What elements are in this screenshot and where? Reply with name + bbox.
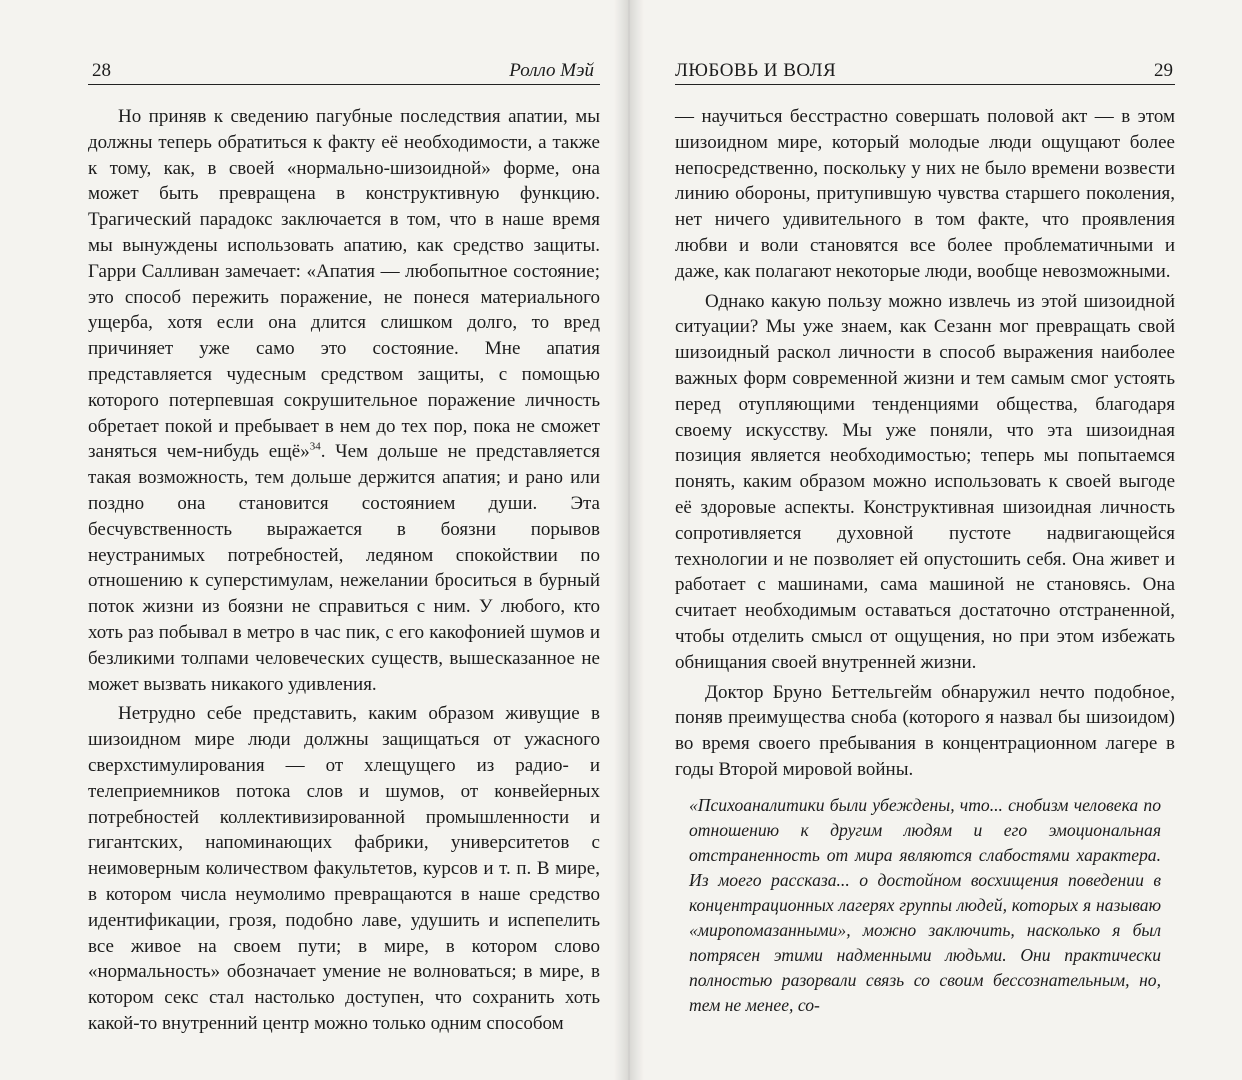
right-page-header <box>675 58 1175 85</box>
paragraph: — научиться бесстрастно совершать половой акт — в этом шизоидном мире, который молодые люди ощущают более непосредственно, поскольку у них не было времени возвести линию обороны, притупившую чувства старшего поколения, нет ничего удивительного в том факте, что проявления любви и воли становятся все более проблематичными и даже, как полагают некоторые люди, вообще невозможными. <box>675 106 1175 282</box>
paragraph-text: Но приняв к сведению пагубные последствия апатии, мы должны теперь обратиться к факту её необходимости, а также к тому, как, в своей «нормально-шизоидной» форме, она может быть превращена в конструктивную функцию. Трагический парадокс заключается в том, что в наше время мы вынуждены использовать апатию, как средство защиты. Гарри Салливан замечает: «Апатия — любопытное состояние; это способ пережить поражение, не понеся материального ущерба, хотя если она длится слишком долго, то вред причиняет уже само это состояние. Мне апатия представляется чудесным средством защиты, с помощью которого потерпевшая сокрушительное поражение личность обретает покой и пребывает в нем до тех пор, пока не сможет заняться чем-нибудь ещё» <box>88 106 600 463</box>
left-page <box>88 0 600 1080</box>
paragraph: Нетрудно себе представить, каким образом живущие в шизоидном мире люди должны защищаться от ужасного сверхстимулирования — от хлещущего из радио- и телеприемников потока слов и шумов, от конвейерных потребностей коллективизированной промышленности и гигантских, напоминающих фабрики, университетов с неимоверным количеством факультетов, курсов и т. п. В мире, в котором числа неумолимо превращаются в наше средство идентификации, грозя, подобно лаве, удушить и испепелить все живое на своем пути; в мире, в котором слово «нормальность» обозначает умение не волноваться; в мире, в котором секс стал настолько доступен, что сохранить хоть какой-то внутренний центр можно только одним способом <box>88 703 600 1034</box>
paragraph: Однако какую пользу можно извлечь из этой шизоидной ситуации? Мы уже знаем, как Сезанн мог превращать свой шизоидный раскол личности в способ выражения наиболее важных форм современной жизни и тем самым смог устоять перед отупляющими тенденциями общества, благодаря своему искусству. Мы уже поняли, что эта шизоидная позиция является необходимостью; теперь мы попытаемся понять, каким образом можно использовать к своей выгоде её здоровые аспекты. Конструктивная шизоидная личность сопротивляется духовной пустоте надвигающейся технологии и не позволяет ей опустошить себя. Она живет и работает с машинами, сама машиной не становясь. Она считает необходимым оставаться достаточно отстраненной, чтобы отделить смысл от ощущения, но при этом избежать обнищания своей внутренней жизни. <box>675 290 1175 673</box>
running-head: ЛЮБОВЬ И ВОЛЯ <box>675 60 837 81</box>
block-quote: «Психоаналитики были убеждены, что... снобизм человека по отношению к другим людям и его эмоциональная отстраненность от мира являются слабостями характера. Из моего рассказа... о достойном восхищения поведении в концентрационных лагерях группы людей, которых я называю «миропомазанными», можно заключить, насколько я был потрясен этими надменными людьми. Они практически полностью разорвали связь со своим бессознательным, но, тем не менее, со- <box>689 794 1161 1015</box>
right-page-body <box>675 104 1175 1018</box>
right-page <box>675 0 1175 1080</box>
footnote-ref: 34 <box>309 441 321 454</box>
paragraph-text-continued: . Чем дольше не представляется такая возможность, тем дольше держится апатия; и рано или поздно она становится состоянием души. Эта бесчувственность выражается в боязни порывов неустранимых потребностей, ледяном спокойствии по отношению к суперстимулам, нежелании броситься в бурный поток жизни из боязни не справиться с ним. У любого, кто хоть раз побывал в метро в час пик, с его какофонией шумов и безликими толпами человеческих существ, вышесказанное не может вызвать никакого удивления. <box>88 441 600 695</box>
paragraph <box>88 104 600 697</box>
left-page-header <box>88 58 600 85</box>
left-page-body <box>88 104 600 1041</box>
book-gutter <box>614 0 644 1080</box>
page-number: 28 <box>92 60 111 81</box>
page-number: 29 <box>1154 60 1173 81</box>
running-head: Ролло Мэй <box>509 60 594 81</box>
paragraph: Доктор Бруно Беттельгейм обнаружил нечто подобное, поняв преимущества сноба (которого я назвал бы шизоидом) во время своего пребывания в концентрационном лагере в годы Второй мировой войны. <box>675 681 1175 780</box>
